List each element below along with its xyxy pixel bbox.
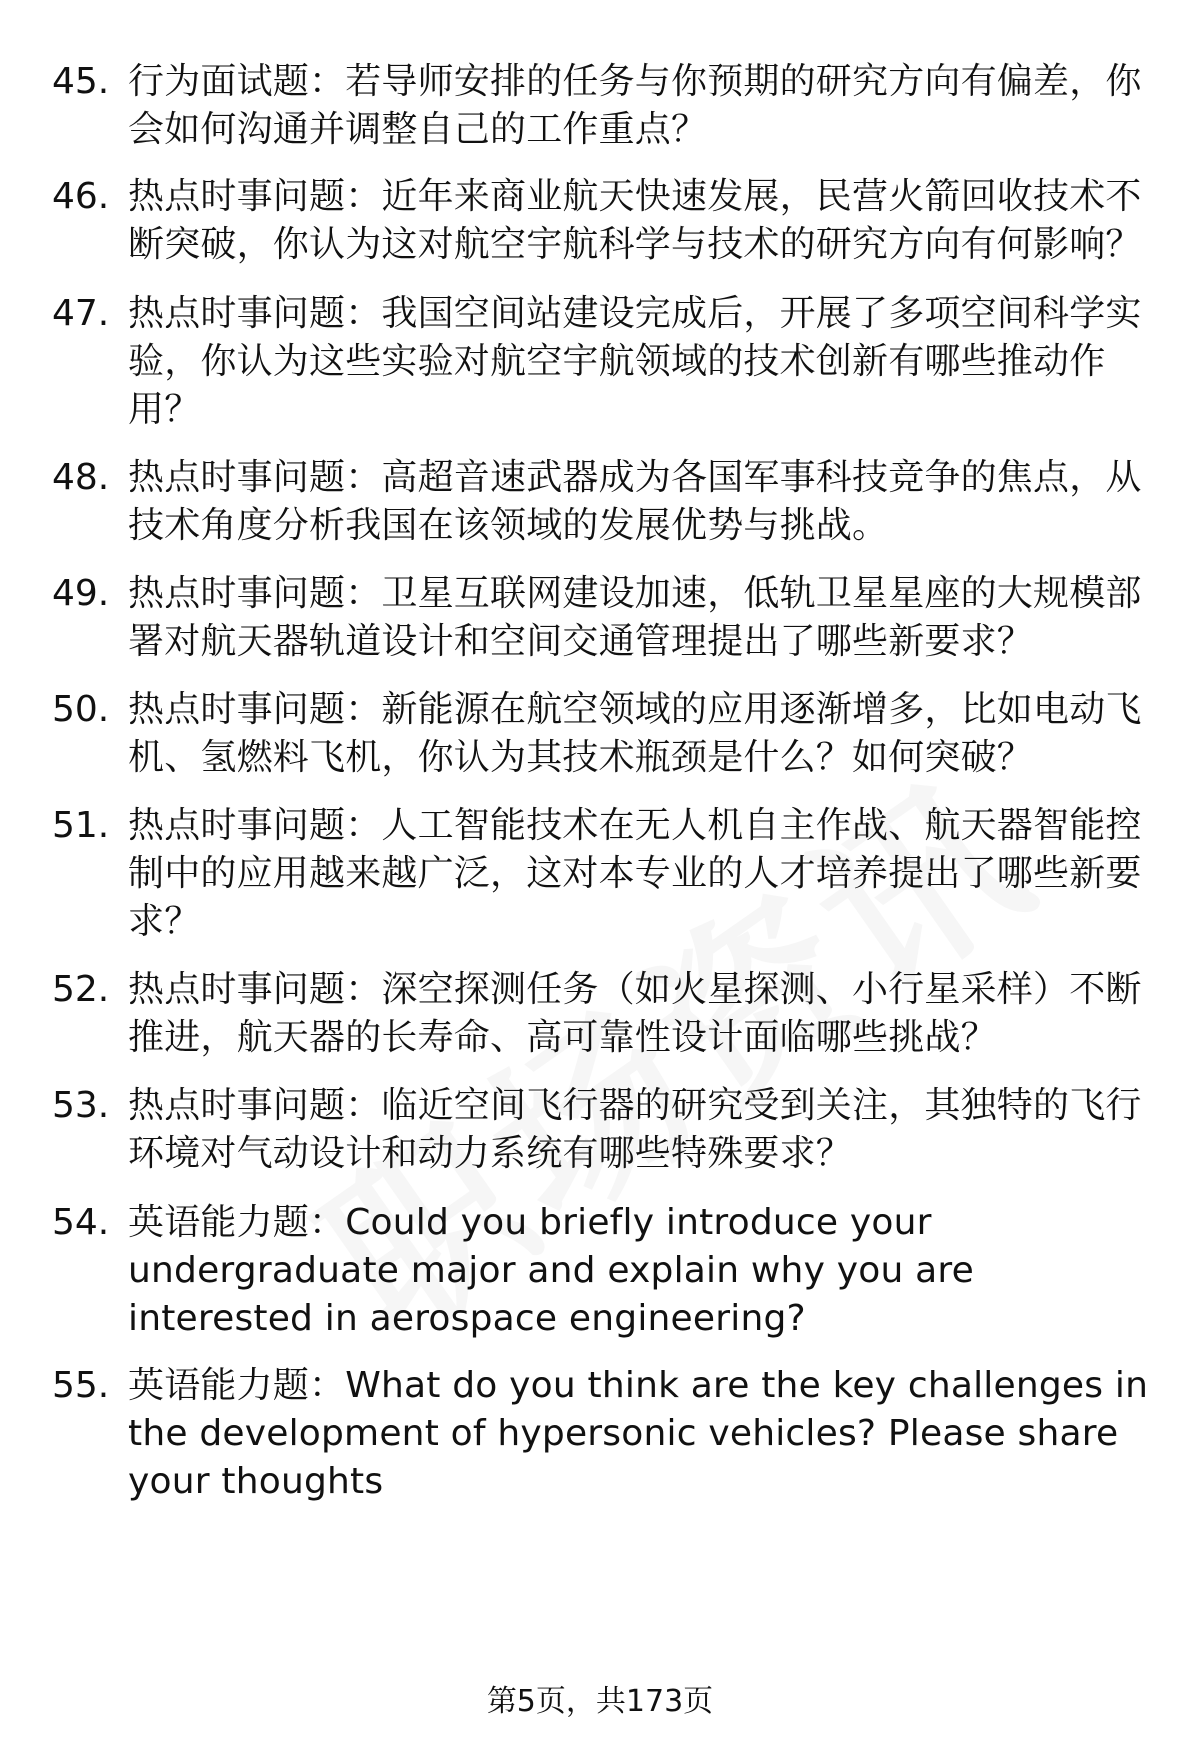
question-text: 行为面试题：若导师安排的任务与你预期的研究方向有偏差，你会如何沟通并调整自己的工作重点？ <box>128 61 1142 150</box>
question-text: 热点时事问题：深空探测任务（如火星探测、小行星采样）不断推进，航天器的长寿命、高可靠性设计面临哪些挑战？ <box>128 969 1142 1058</box>
question-number: 49. <box>52 573 110 614</box>
question-number: 50. <box>52 689 110 730</box>
question-text: 热点时事问题：卫星互联网建设加速，低轨卫星星座的大规模部署对航天器轨道设计和空间交通管理提出了哪些新要求？ <box>128 573 1142 662</box>
question-text: 热点时事问题：人工智能技术在无人机自主作战、航天器智能控制中的应用越来越广泛，这对本专业的人才培养提出了哪些新要求？ <box>128 805 1142 942</box>
page-number-footer: 第5页，共173页 <box>486 1684 714 1719</box>
question-number: 45. <box>52 61 110 102</box>
question-text: 英语能力题：What do you think are the key challenges in the development of hypersonic vehicles? Please share your thoughts <box>128 1365 1149 1502</box>
question-text: 热点时事问题：临近空间飞行器的研究受到关注，其独特的飞行环境对气动设计和动力系统有哪些特殊要求？ <box>128 1085 1142 1174</box>
question-number: 54. <box>52 1202 110 1243</box>
question-number: 52. <box>52 969 110 1010</box>
question-number: 55. <box>52 1365 110 1406</box>
question-text: 英语能力题：Could you briefly introduce your undergraduate major and explain why you are interested in aerospace engineering? <box>128 1202 974 1339</box>
question-number: 47. <box>52 293 110 334</box>
question-number: 46. <box>52 176 110 217</box>
question-text: 热点时事问题：我国空间站建设完成后，开展了多项空间科学实验，你认为这些实验对航空宇航领域的技术创新有哪些推动作用？ <box>128 293 1142 430</box>
question-text: 热点时事问题：高超音速武器成为各国军事科技竞争的焦点，从技术角度分析我国在该领域的发展优势与挑战。 <box>128 457 1142 546</box>
question-number: 48. <box>52 457 110 498</box>
question-text: 热点时事问题：近年来商业航天快速发展，民营火箭回收技术不断突破，你认为这对航空宇航科学与技术的研究方向有何影响？ <box>128 176 1142 265</box>
question-number: 53. <box>52 1085 110 1126</box>
question-text: 热点时事问题：新能源在航空领域的应用逐渐增多，比如电动飞机、氢燃料飞机，你认为其技术瓶颈是什么？如何突破？ <box>128 689 1142 778</box>
question-number: 51. <box>52 805 110 846</box>
